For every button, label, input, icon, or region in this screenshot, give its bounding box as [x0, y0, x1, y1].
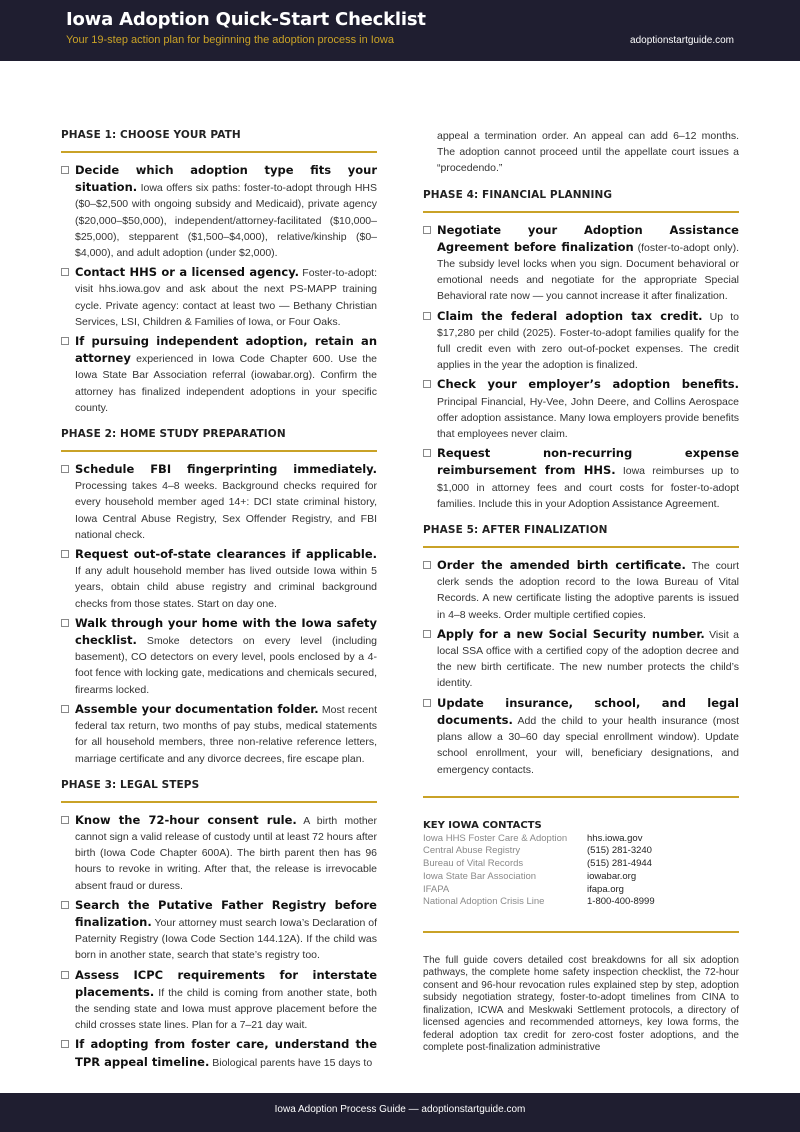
item-text: The court clerk sends the adoption record to the Iowa Bureau of Vital Records. A new certificate listing the adoptive parents is issued in 4–8 weeks. Order multiple certified copies. [437, 560, 739, 621]
phase-2 [61, 426, 377, 767]
item-lead: Schedule FBI fingerprinting immediately. [75, 462, 377, 477]
contact-name: Iowa HHS Foster Care & Adoption [423, 832, 568, 844]
phase-title: PHASE 3: LEGAL STEPS [61, 777, 377, 803]
page-footer: Iowa Adoption Process Guide — adoptionstartguide.com [0, 1093, 800, 1132]
checkbox[interactable] [61, 901, 69, 909]
item-text: Principal Financial, Hy-Vee, John Deere, and Collins Aerospace offer adoption assistance. Many Iowa employers provide benefits that employees never claim. [437, 395, 739, 441]
item-text: Smoke detectors on every level (including basement), CO detectors on every level, pools enclosed by a 4-foot fence with locking gate, medications and chemicals secured, firearms locked. [75, 635, 377, 696]
checklist-item [423, 376, 739, 442]
contact-value[interactable]: hhs.iowa.gov [587, 832, 643, 844]
item-text: Visit a local SSA office with a certified copy of the adoption decree and the new birth certificate. The new number protects the child’s identity. [437, 628, 739, 690]
checklist-item [61, 162, 377, 261]
contact-row [423, 833, 739, 846]
checklist-item [423, 557, 739, 623]
checklist-item [423, 695, 739, 778]
page-header [0, 0, 800, 61]
page-subtitle: Your 19-step action plan for beginning the adoption process in Iowa [66, 34, 394, 46]
phase-4 [423, 187, 739, 512]
item-text: Add the child to your health insurance (most plans allow a 30–60 day special enrollment window). Update school enrollment, your will, beneficiary designations, and emergency contacts. [437, 714, 739, 776]
checkbox[interactable] [423, 699, 431, 707]
contact-value[interactable]: ifapa.org [587, 883, 624, 895]
checkbox[interactable] [61, 1040, 69, 1048]
item-lead: Claim the federal adoption tax credit. [437, 308, 703, 323]
item-lead: Request out-of-state clearances if applicable. [75, 547, 377, 562]
phase-title: PHASE 4: FINANCIAL PLANNING [423, 187, 739, 213]
contact-name: National Adoption Crisis Line [423, 896, 545, 908]
item-lead: Decide which adoption type fits your situation. [75, 163, 377, 195]
item-text: If the child is coming from another state, both the sending state and Iowa must approve placement before the child crosses state lines. Plan for a 7–21 day wait. [75, 986, 377, 1032]
item-lead: Assess ICPC requirements for interstate placements. [75, 967, 377, 999]
item-lead: If adopting from foster care, understand the TPR appeal timeline. [75, 1037, 377, 1069]
item-text: Processing takes 4–8 weeks. Background checks required for every household member aged 14+: DCI state criminal history, Iowa Central Abuse Registry, Sex Offender Registry, and FBI national check. [75, 480, 377, 541]
checklist-item [423, 308, 739, 374]
checklist-item [61, 546, 377, 612]
contact-value[interactable]: (515) 281-4944 [587, 858, 652, 870]
site-link[interactable]: adoptionstartguide.com [630, 35, 734, 46]
phase-5 [423, 522, 739, 778]
contact-name: IFAPA [423, 883, 450, 895]
item-lead: Order the amended birth certificate. [437, 558, 686, 573]
checkbox[interactable] [61, 816, 69, 824]
checkbox[interactable] [423, 312, 431, 320]
checklist-item [423, 445, 739, 512]
contact-row [423, 845, 739, 858]
contact-value[interactable]: iowabar.org [587, 870, 637, 882]
page-title: Iowa Adoption Quick-Start Checklist [66, 9, 426, 30]
checklist-item [61, 701, 377, 767]
contact-row [423, 896, 739, 909]
checklist-item [61, 461, 377, 543]
item-lead: Update insurance, school, and legal documents. [437, 695, 739, 727]
item-lead: Request non-recurring expense reimbursement from HHS. [437, 446, 739, 478]
item-lead: Negotiate your Adoption Assistance Agreement before finalization [437, 222, 739, 254]
contact-value[interactable]: 1-800-400-8999 [587, 896, 655, 908]
checklist-item [61, 897, 377, 964]
item-text: (foster-to-adopt only). The subsidy level locks when you sign. Document behavioral or emotional needs and negotiate for the appropriate Special Behavioral rate now — you cannot increase it after finalization. [437, 241, 740, 303]
contact-name: Iowa State Bar Association [423, 870, 537, 882]
contact-row [423, 858, 739, 871]
item-text: Iowa offers six paths: foster-to-adopt through HHS ($0–$2,500 with ongoing subsidy and Medicaid), private agency ($20,000–$50,000), independent/attorney-facilitated ($10,000–$25,000), stepparent ($1,500–$4,000), relative/kinship ($0–$4,000), and adult adoption (under $2,000). [75, 182, 377, 260]
item-text: Your attorney must search Iowa’s Declaration of Paternity Registry (Iowa Code Section 144.12A). If the child was born in another state, search that state’s registry too. [75, 916, 377, 962]
contact-name: Central Abuse Registry [423, 845, 521, 857]
checklist-item [61, 967, 377, 1034]
item-text: A birth mother cannot sign a valid release of custody until at least 72 hours after birth (Iowa Code Chapter 600A). The birth parent then has 96 hours to revoke in writing. After that, the release is irrevocable absent fraud or duress. [75, 814, 378, 892]
item-text: Iowa reimburses up to $1,000 in attorney fees and court costs for foster-to-adopt families. Include this in your Adoption Assistance Agreement. [437, 465, 739, 510]
contact-row [423, 871, 739, 884]
checkbox[interactable] [423, 630, 431, 638]
checkbox[interactable] [61, 550, 69, 558]
checklist-item [423, 222, 739, 305]
item-lead: Apply for a new Social Security number. [437, 626, 705, 641]
checklist-item [61, 812, 377, 894]
checkbox[interactable] [423, 449, 431, 457]
item-lead: If pursuing independent adoption, retain an attorney [75, 334, 377, 366]
checklist-item [61, 1036, 377, 1070]
phase-3-continuation: appeal a termination order. An appeal can add 6–12 months. The adoption cannot proceed until the appellate court issues a “procedendo.” [437, 130, 739, 175]
checklist-item [423, 626, 739, 692]
item-lead: Know the 72-hour consent rule. [75, 812, 297, 827]
item-text: Biological parents have 15 days to [209, 1056, 373, 1069]
divider [423, 931, 739, 933]
checkbox[interactable] [61, 465, 69, 473]
phase-title: PHASE 2: HOME STUDY PREPARATION [61, 426, 377, 452]
phase-title: PHASE 1: CHOOSE YOUR PATH [61, 127, 377, 153]
right-column [423, 128, 739, 1055]
checkbox[interactable] [61, 337, 69, 345]
contact-name: Bureau of Vital Records [423, 858, 524, 870]
item-text: Foster-to-adopt: visit hhs.iowa.gov and ask about the next PS-MAPP training cycle. Private agency: contact at least two — Bethany Christian Services, LSI, Children & Families of Iowa, or Four Oaks. [75, 267, 377, 328]
checkbox[interactable] [61, 971, 69, 979]
item-lead: Search the Putative Father Registry before finalization. [75, 897, 377, 929]
checkbox[interactable] [423, 561, 431, 569]
item-lead: Assemble your documentation folder. [75, 701, 319, 716]
checklist-item [61, 264, 377, 330]
item-text: Up to $17,280 per child (2025). Foster-to-adopt families qualify for the full credit even with zero out-of-pocket expenses. The credit applies in the year the adoption is finalized. [437, 310, 740, 372]
checklist-item [61, 333, 377, 416]
phase-title: PHASE 5: AFTER FINALIZATION [423, 522, 739, 548]
contacts-title: KEY IOWA CONTACTS [423, 819, 542, 831]
phase-1 [61, 127, 377, 416]
divider [423, 796, 739, 798]
phase-3 [61, 777, 377, 1071]
left-column [61, 127, 377, 1081]
checkbox[interactable] [423, 226, 431, 234]
checkbox[interactable] [61, 619, 69, 627]
item-text: experienced in Iowa Code Chapter 600. Use the Iowa State Bar Association referral (iowabar.org). Confirm the attorney has finalized independent adoptions in your specific county. [75, 353, 377, 414]
item-lead: Check your employer’s adoption benefits. [437, 377, 739, 392]
checklist-item [61, 615, 377, 698]
item-text: Most recent federal tax return, two months of pay stubs, medical statements for all household members, three non-relative reference letters, marriage certificate and any divorce decrees, fire escape plan. [75, 703, 378, 765]
checkbox[interactable] [423, 380, 431, 388]
item-lead: Walk through your home with the Iowa safety checklist. [75, 615, 377, 648]
checkbox[interactable] [61, 268, 69, 276]
item-text: If any adult household member has lived outside Iowa within 5 years, obtain child abuse registry and criminal background checks from those states. Start on day one. [75, 565, 377, 610]
guide-note: The full guide covers detailed cost breakdowns for all six adoption pathways, the complete home safety inspection checklist, the 72-hour consent and 96-hour revocation rules explained step by step, adoption subsidy negotiation strategy, foster-to-adopt timelines from CINA to finalization, ICWA and Meskwaki Settlement protocols, a directory of licensed agencies and recommended attorneys, key Iowa forms, the federal adoption tax credit for zero-cost foster adoptions, and the complete post-finalization administrative [423, 954, 739, 1054]
contact-row [423, 884, 739, 897]
contact-value[interactable]: (515) 281-3240 [587, 845, 652, 857]
contacts-list [423, 833, 739, 909]
checkbox[interactable] [61, 166, 69, 174]
checkbox[interactable] [61, 705, 69, 713]
item-lead: Contact HHS or a licensed agency. [75, 265, 299, 280]
